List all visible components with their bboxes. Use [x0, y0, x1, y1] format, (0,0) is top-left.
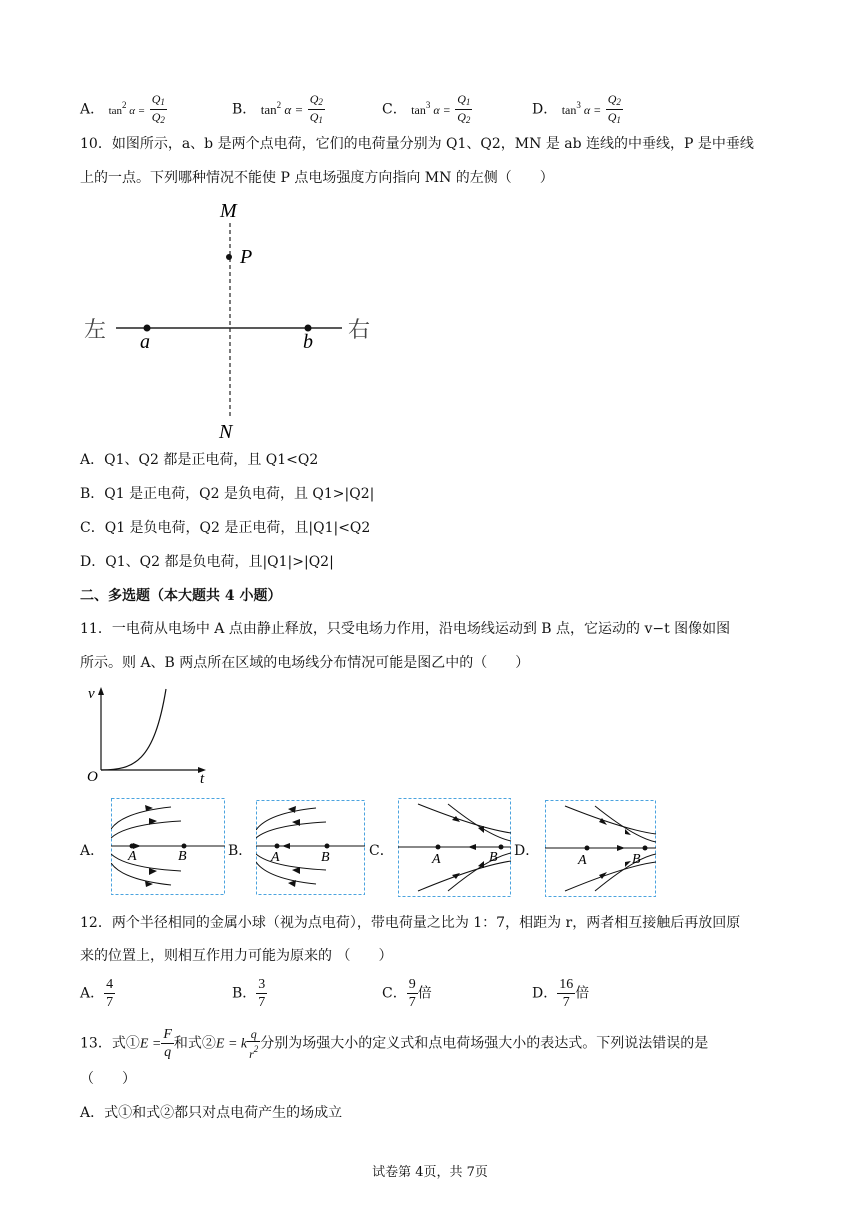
q10-figure [80, 195, 380, 445]
q12-option-d[interactable]: D． $\frac{16}{7}$ 倍 [532, 977, 590, 1010]
fraction: $\frac{q}{r^2}$ [249, 1026, 259, 1061]
q13-option-a[interactable]: A．式①和式②都只对点电荷产生的场成立 [80, 1105, 343, 1121]
q12-option-a[interactable]: A． $\frac{4}{7}$ [80, 977, 114, 1010]
q12-stem-line2: 来的位置上，则相互作用力可能为原来的 （ ） [80, 948, 393, 964]
section-heading: 二、多选题（本大题共 4 小题） [80, 588, 282, 604]
q10-stem-line2: 上的一点。下列哪种情况不能使 P 点电场强度方向指向 MN 的左侧（ ） [80, 170, 554, 186]
q10-option-b[interactable]: B．Q1 是正电荷，Q2 是负电荷，且 Q1>|Q2| [80, 486, 375, 502]
q11-option-a-figure[interactable] [111, 798, 226, 896]
label-p: P [240, 246, 253, 268]
q9-option-c[interactable]: C． $\tan^3 \alpha$ = $\frac{Q_1}{Q_2}$ [382, 92, 471, 125]
q11-option-b-figure[interactable] [256, 800, 366, 896]
q11-option-d-label[interactable]: D． [514, 843, 540, 859]
svg-text:B: B [321, 850, 330, 865]
q11-stem-line2: 所示。则 A、B 两点所在区域的电场线分布情况可能是图乙中的（ ） [80, 655, 530, 671]
fraction: $\frac{Q_1}{Q_2}$ [151, 92, 165, 125]
q13-stem-line2: （ ） [80, 1071, 136, 1087]
q11-option-a-label[interactable]: A． [80, 843, 105, 859]
label-t: t [200, 771, 205, 784]
q11-stem-line1: 11．一电荷从电场中 A 点由静止释放，只受电场力作用，沿电场线运动到 B 点，它运动的 v−t 图像如图 [80, 621, 731, 637]
q9-option-a[interactable]: A． $\tan^2 \alpha$ = $\frac{Q_1}{Q_2}$ [80, 92, 165, 125]
label-n: N [219, 421, 233, 443]
q11-option-b-label[interactable]: B． [228, 843, 253, 859]
q13-stem-line1: 13．式①E = $\frac{F}{q}$ 和式②E = k $\frac{q}{r^2}$ 分别为场强大小的定义式和点电荷场强大小的表达式。下列说法错误的是 [80, 1026, 709, 1061]
label-b: b [303, 331, 313, 353]
label-m: M [220, 200, 237, 222]
q10-option-a[interactable]: A．Q1、Q2 都是正电荷，且 Q1<Q2 [80, 452, 319, 468]
svg-text:A: A [578, 853, 587, 868]
q9-option-b[interactable]: B． $\tan^2 \alpha$ = $\frac{Q_2}{Q_1}$ [232, 92, 323, 125]
q10-option-c[interactable]: C．Q1 是负电荷，Q2 是正电荷，且|Q1|<Q2 [80, 520, 371, 536]
label-v: v [88, 686, 95, 702]
fraction: $\frac{Q_2}{Q_1}$ [309, 92, 323, 125]
q11-option-c-label[interactable]: C． [369, 843, 394, 859]
label-o: O [87, 769, 98, 784]
svg-text:B: B [178, 849, 187, 864]
q11-option-d-figure[interactable] [545, 800, 657, 898]
vt-graph [84, 684, 214, 784]
q11-option-c-figure[interactable] [398, 798, 512, 898]
label-a: a [140, 331, 150, 353]
point-p [226, 254, 232, 260]
fraction: $\frac{Q_1}{Q_2}$ [457, 92, 471, 125]
page-footer: 试卷第 4页，共 7页 [372, 1165, 488, 1180]
svg-text:B: B [489, 850, 498, 865]
fraction: $\frac{16}{7}$ [559, 977, 574, 1010]
label-right: 右 [348, 318, 371, 343]
fraction: $\frac{Q_2}{Q_1}$ [607, 92, 621, 125]
label-left: 左 [84, 318, 107, 343]
q12-stem-line1: 12．两个半径相同的金属小球（视为点电荷），带电荷量之比为 1：7，相距为 r，两者相互接触后再放回原 [80, 915, 741, 931]
svg-text:A: A [271, 850, 280, 865]
v-axis-arrow-icon [98, 687, 104, 695]
q12-option-c[interactable]: C． $\frac{9}{7}$ 倍 [382, 977, 432, 1010]
q9-option-d[interactable]: D． $\tan^3 \alpha$ = $\frac{Q_2}{Q_1}$ [532, 92, 621, 125]
q12-option-b[interactable]: B． $\frac{3}{7}$ [232, 977, 266, 1010]
fraction: $\frac{F}{q}$ [163, 1027, 172, 1060]
q10-stem-line1: 10．如图所示，a、b 是两个点电荷，它们的电荷量分别为 Q1、Q2，MN 是 ab 连线的中垂线，P 是中垂线 [80, 136, 754, 152]
svg-text:A: A [432, 852, 441, 867]
fraction: $\frac{3}{7}$ [258, 977, 266, 1010]
fraction: $\frac{4}{7}$ [106, 977, 114, 1010]
svg-text:B: B [632, 852, 641, 867]
fraction: $\frac{9}{7}$ [408, 977, 416, 1010]
svg-text:A: A [128, 849, 137, 864]
vt-curve [101, 689, 166, 770]
q10-option-d[interactable]: D．Q1、Q2 都是负电荷，且|Q1|>|Q2| [80, 554, 334, 570]
